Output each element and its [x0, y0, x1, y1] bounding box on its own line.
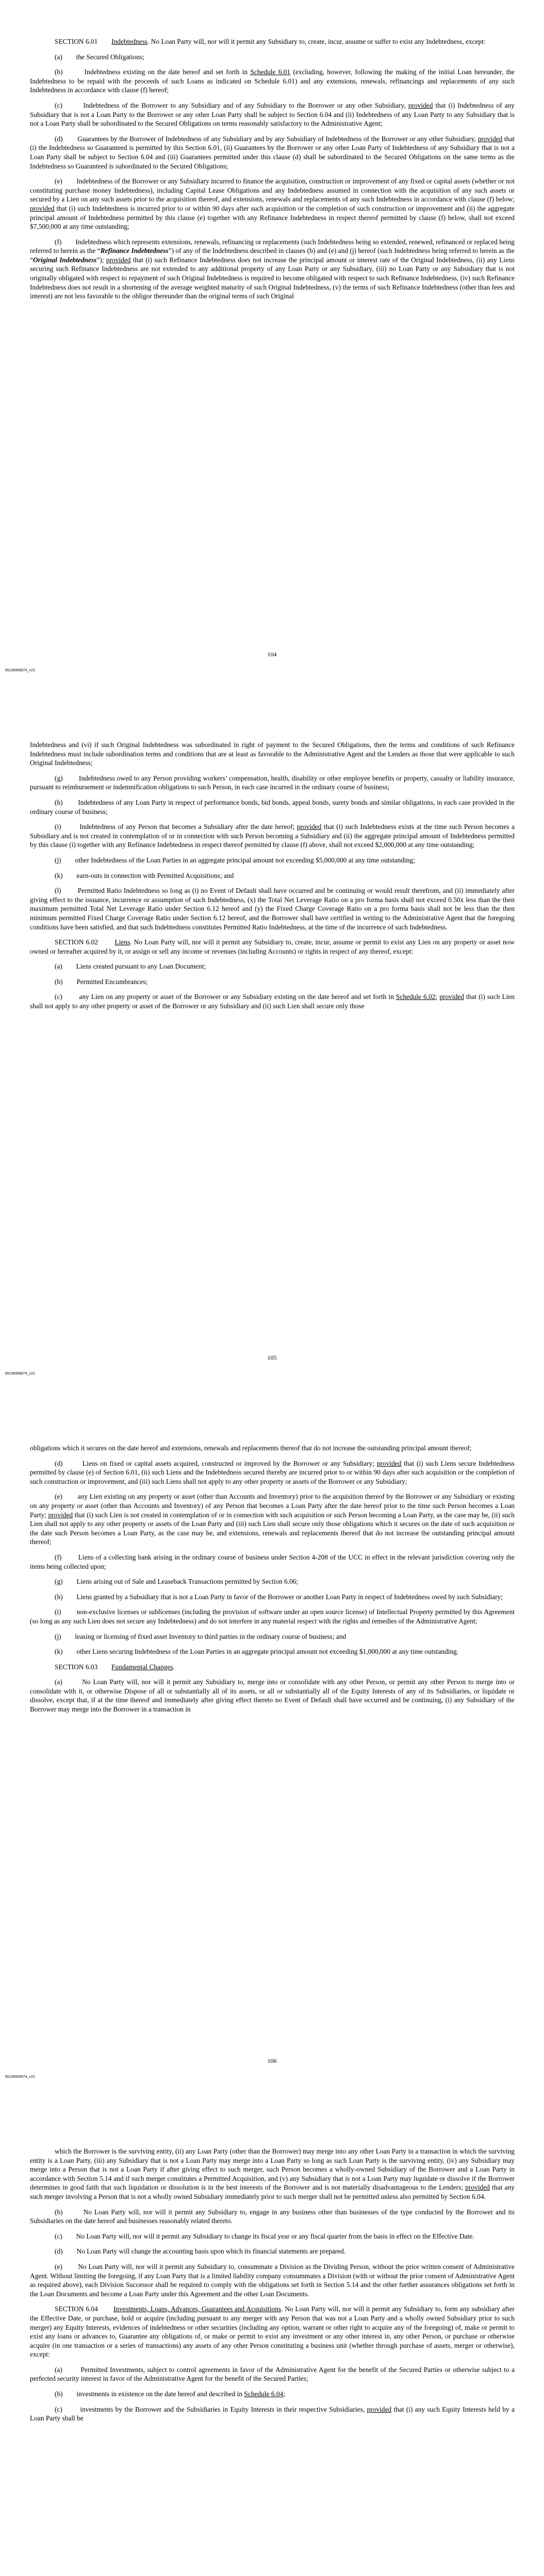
page-body	[30, 2147, 515, 2429]
document-paragraph	[30, 774, 515, 792]
document-page-3	[0, 1406, 544, 2110]
text-run: (f) Indebtedness which represents extensions, renewals, refinancing or replacements (such Indebtedness being so extended, renewed, refinanced or replaced being referred to herein as the “	[30, 238, 515, 255]
document-paragraph	[30, 1663, 515, 1672]
text-run: (j) leasing or licensing of fixed asset Inventory to third parties in the ordinary course of business; and	[55, 1632, 347, 1640]
text-run: (excluding, however, following the making of the initial Loan hereunder, the Indebtedness to be repaid with the proceeds of such Loans as indicated on Schedule 6.01) and any extensions, renewals, refinancings and replacements of any such Indebtedness in accordance with clause (f) hereof;	[30, 68, 515, 94]
page-body	[30, 740, 515, 1017]
text-run: SECTION 6.04	[55, 2305, 114, 2313]
text-run: (a) Permitted Investments, subject to control agreements in favor of the Administrative Agent for the benefit of the Secured Parties or otherwise subject to a perfected security interest in favor of the Administrative Agent for the benefit of the Secured Parties;	[30, 2365, 515, 2383]
text-run: that (i) such Lien is not created in contemplation of or in connection with such acquisition or such Person becoming a Loan Party, as the case may be, (ii) such Lien shall not apply to any other property or assets of the Loan Party and (iii) such Lien shall secure only those obligations which it secures on the date of such acquisition or the date such Person becomes a Loan Party, as the case may be, and extensions, renewals and replacements thereof that do not increase the outstanding principal amount thereof;	[30, 1511, 515, 1546]
text-run: .	[173, 1663, 175, 1671]
underlined-term: provided	[296, 823, 322, 831]
document-paragraph	[30, 37, 515, 46]
document-paragraph	[30, 938, 515, 956]
document-paragraph	[30, 1632, 515, 1641]
underlined-term: Investments, Loans, Advances, Guarantees and Acquisitions	[113, 2305, 282, 2313]
text-run: which the Borrower is the surviving entity, (ii) any Loan Party (other than the Borrower) may merge into any other Loan Party in a transaction in which the surviving entity is a Loan Party, (iii) any Subsidiary that is not a Loan Party may merge into a Loan Party so long as such Loan Party is the surviving entity, (iv) any Subsidiary may merge into a Person that is not a Loan Party if after giving effect to such merger, such Person becomes a wholly-owned Subsidiary of the Borrower and a Loan Party in accordance with Section 5.14 and if such merger constitutes a Permitted Acquisition, and (v) any Subsidiary that is not a Loan Party may liquidate or dissolve if the Borrower determines in good faith that such liquidation or dissolution is in the best interests of the Borrower and is not materially disadvantageous to the Lenders;	[30, 2147, 515, 2192]
underlined-term: provided	[376, 1459, 402, 1467]
text-run: (h) Indebtedness of any Loan Party in respect of performance bonds, bid bonds, appeal bonds, surety bonds and similar obligations, in each case provided in the ordinary course of business;	[30, 798, 515, 816]
document-paragraph	[30, 2232, 515, 2241]
text-run: that (i) such Indebtedness exists at the time such Person becomes a Subsidiary and is not created in contemplation of or in connection with such Person becoming a Subsidiary and (ii) the aggregate principal amount of Indebtedness permitted by this clause (i) together with any Refinance Indebtedness in respect thereof permitted by clause (f) above, shall not exceed $2,000,000 at any time outstanding;	[30, 823, 515, 849]
text-run: (c) Indebtedness of the Borrower to any Subsidiary and of any Subsidiary to the Borrower or any other Subsidiary,	[55, 101, 408, 109]
text-run: (c) No Loan Party will, nor will it permit any Subsidiary to change its fiscal year or any fiscal quarter from the basis in effect on the Effective Date.	[55, 2232, 474, 2240]
text-run: ”);	[96, 256, 106, 264]
page-body	[30, 1444, 515, 1720]
document-paragraph	[30, 1553, 515, 1571]
document-paragraph	[30, 1677, 515, 1714]
document-paragraph	[30, 2247, 515, 2256]
text-run: (f) Liens of a collecting bank arising in the ordinary course of business under Section 4-208 of the UCC in effect in the relevant jurisdiction covering only the items being collected upon;	[30, 1553, 515, 1570]
document-paragraph	[30, 67, 515, 95]
text-run: (i) non-exclusive licenses or sublicenses (including the provision of software under an open source license) of Intellectual Property permitted by this Agreement (so long as any such Lien does not secure any Indebtedness) and do not interfere in any material respect with the rights and remedies of the Administrative Agent;	[30, 1608, 515, 1625]
defined-term: Original Indebtedness	[32, 256, 97, 264]
document-paragraph	[30, 2365, 515, 2383]
text-run: (d) Guarantees by the Borrower of Indebtedness of any Subsidiary and by any Subsidiary of Indebtedness of the Borrower or any other Subsidiary,	[55, 134, 478, 143]
document-paragraph	[30, 2389, 515, 2399]
text-run: SECTION 6.01	[55, 38, 112, 45]
underlined-term: Schedule 6.01	[250, 68, 291, 76]
text-run: (b) No Loan Party will, nor will it permit any Subsidiary to, engage in any business other than businesses of the type conducted by the Borrower and its Subsidiaries on the date hereof and businesses reasonably related thereto.	[30, 2208, 515, 2225]
document-paragraph	[30, 740, 515, 768]
underlined-term: provided	[106, 256, 131, 264]
underlined-term: Schedule 6.04	[244, 2390, 284, 2398]
document-paragraph	[30, 238, 515, 301]
page-number: 104	[267, 651, 277, 658]
text-run: (b) Indebtedness existing on the date hereof and set forth in	[55, 68, 251, 76]
defined-term: Refinance Indebtedness	[100, 247, 169, 255]
text-run: that (i) such Indebtedness is incurred prior to or within 90 days after such acquisition or the completion of such construction or improvement and (ii) the aggregate principal amount of Indebtedness permitted by this clause (e) together with any Refinance Indebtedness in respect thereof permitted by clause (f) below, shall not exceed $7,500,000 at any time outstanding;	[30, 204, 515, 231]
document-paragraph	[30, 134, 515, 171]
document-id: 65136569074_v21	[5, 669, 36, 672]
page-number: 106	[267, 2057, 277, 2064]
text-run: (c) investments by the Borrower and the Subsidiaries in Equity Interests in their respective Subsidiaries,	[55, 2405, 367, 2413]
text-run: (b) Permitted Encumbrances;	[55, 977, 148, 986]
text-run: (b) investments in existence on the date hereof and described in	[55, 2390, 244, 2398]
underlined-term: provided	[48, 1511, 73, 1519]
document-paragraph	[30, 1647, 515, 1656]
text-run: . No Loan Party will, nor will it permit any Subsidiary to, create, incur, assume or permit to exist any Lien on any property or asset now owned or hereafter acquired by it, or assign or sell any income or revenues (including Accounts) or rights in respect of any thereof, except:	[30, 938, 515, 955]
underlined-term: Fundamental Changes	[111, 1663, 173, 1671]
page-number: 105	[267, 1354, 277, 1361]
text-run: (k) other Liens securing Indebtedness of the Loan Parties in an aggregate principal amount not exceeding $1,000,000 at any time outstanding.	[55, 1648, 459, 1656]
text-run: (e) No Loan Party will, nor will it permit any Subsidiary to, consummate a Division as the Dividing Person, without the prior written consent of Administrative Agent. Without limiting the foregoing, if any Loan Party that is a limited liability company consummates a Division (with or without the prior consent of Administrative Agent as required above), each Division Successor shall be required to comply with the obligations set forth in Section 5.14 and the other further assurances obligations set forth in the Loan Documents and become a Loan Party under this Agreement and the other Loan Documents.	[30, 2262, 515, 2298]
document-paragraph	[30, 2208, 515, 2226]
text-run: (d) No Loan Party will change the accounting basis upon which its financial statements are prepared.	[55, 2247, 346, 2256]
text-run: (g) Indebtedness owed to any Person providing workers’ compensation, health, disability or other employee benefits or property, casualty or liability insurance, pursuant to reimbursement or indemnification obligations to such Person, in each case incurred in the ordinary course of business;	[30, 774, 515, 791]
document-page-1	[0, 0, 544, 703]
underlined-term: provided	[477, 134, 503, 143]
document-paragraph	[30, 856, 515, 865]
text-run: that (i) such Lien shall not apply to any other property or asset of the Borrower or any Subsidiary and (ii) such Lien shall secure only those	[30, 993, 515, 1010]
underlined-term: provided	[367, 2405, 392, 2413]
document-paragraph	[30, 1607, 515, 1625]
text-run: (j) other Indebtedness of the Loan Parties in an aggregate principal amount not exceeding $5,000,000 at any time outstanding;	[55, 856, 415, 864]
text-run: . No Loan Party will, nor will it permit any Subsidiary to, create, incur, assume or suffer to exist any Indebtedness, except:	[147, 38, 486, 45]
text-run: (l) Permitted Ratio Indebtedness so long as (i) no Event of Default shall have occurred and be continuing or would result therefrom, and (ii) immediately after giving effect to the issuance, incurrence or assumption of such Indebtedness, (x) the Total Net Leverage Ratio on a pro forma basis shall not exceed 0.50x less than the then maximum permitted Total Net Leverage Ratio under Section 6.12 hereof and (y) the Fixed Charge Coverage Ratio on a pro forma basis shall not be less than the then minimum permitted Fixed Charge Coverage Ratio under Section 6.12 hereof, and the Borrower shall have certified in writing to the Administrative Agent that the foregoing conditions have been satisfied, and that such Indebtedness constitutes Permitted Ratio Indebtedness, at the time of the incurrence of such Indebtedness.	[30, 887, 515, 931]
text-run: that (i) Indebtedness of any Subsidiary that is not a Loan Party to the Borrower or any other Loan Party shall be subject to Section 6.04 and (ii) Indebtedness of any Loan Party to any Subsidiary that is not a Loan Party shall be subordinated to the Secured Obligations on terms reasonably satisfactory to the Administrative Agent;	[30, 101, 515, 128]
document-id: 65136569074_v21	[5, 1372, 36, 1376]
document-id: 65136569074_v21	[5, 2075, 36, 2079]
text-run: that (i) such Liens secure Indebtedness permitted by clause (e) of Section 6.01, (ii) such Liens and the Indebtedness secured thereby are incurred prior to or within 90 days after such acquisition or the completion of such construction or improvement, and (iii) such Liens shall not apply to any other property or assets of the Borrower or any Subsidiary;	[30, 1459, 515, 1485]
text-run: (k) earn-outs in connection with Permitted Acquisitions; and	[55, 871, 234, 879]
document-paragraph	[30, 886, 515, 931]
document-paragraph	[30, 977, 515, 987]
document-paragraph	[30, 2262, 515, 2298]
text-run: that (i) any such Equity Interests held by a Loan Party shall be	[30, 2405, 515, 2422]
text-run: (e) any Lien existing on any property or asset (other than Accounts and Inventory) prior to the acquisition thereof by the Borrower or any Subsidiary or existing on any property or asset (other than Accounts and Inventory) of any Person that becomes a Loan Party after the date hereof prior to the time such Person becomes a Loan Party;	[30, 1493, 515, 1519]
document-paragraph	[30, 177, 515, 231]
document-paragraph	[30, 2147, 515, 2201]
document-paragraph	[30, 1577, 515, 1586]
document-paragraph	[30, 53, 515, 62]
document-paragraph	[30, 1459, 515, 1486]
underlined-term: Schedule 6.02	[395, 993, 436, 1001]
text-run: obligations which it secures on the date hereof and extensions, renewals and replacements thereof that do not increase the outstanding principal amount thereof;	[30, 1444, 472, 1452]
underlined-term: Liens	[114, 938, 130, 946]
text-run: (a) the Secured Obligations;	[55, 53, 145, 61]
text-run: (c) any Lien on any property or asset of the Borrower or any Subsidiary existing on the date hereof and set forth in	[55, 993, 396, 1001]
text-run: ;	[283, 2390, 285, 2398]
text-run: . No Loan Party will, nor will it permit any Subsidiary to, form any subsidiary after the Effective Date, or purchase, hold or acquire (including pursuant to any merger with any Person that was not a Loan Party and a wholly owned Subsidiary prior to such merger) any Equity Interests, evidences of indebtedness or other securities (including any option, warrant or other right to acquire any of the foregoing) of, make or permit to exist any loans or advances to, Guarantee any obligations of, or make or permit to exist any investment or any other interest in, any other Person, or purchase or otherwise acquire (in one transaction or a series of transactions) any assets of any other Person constituting a business unit (whether through purchase of assets, merger or otherwise), except:	[30, 2305, 515, 2359]
underlined-term: provided	[465, 2183, 490, 2192]
document-paragraph	[30, 1492, 515, 1547]
text-run: ”) of any of the Indebtedness described in clauses (b) and (e) and (j) hereof (such Indebtedness being referred to herein as the “	[30, 247, 515, 264]
text-run: that any such merger involving a Person that is not a wholly owned Subsidiary immediately prior to such merger shall not be permitted unless also permitted by Section 6.04.	[30, 2183, 515, 2200]
document-paragraph	[30, 992, 515, 1010]
text-run: (i) Indebtedness of any Person that becomes a Subsidiary after the date hereof;	[55, 823, 297, 831]
text-run: SECTION 6.03	[55, 1663, 112, 1671]
document-paragraph	[30, 2405, 515, 2423]
text-run: (d) Liens on fixed or capital assets acquired, constructed or improved by the Borrower or any Subsidiary;	[55, 1459, 377, 1467]
document-paragraph	[30, 101, 515, 128]
text-run: Indebtedness and (vi) if such Original Indebtedness was subordinated in right of payment to the Secured Obligations, then the terms and conditions of such Refinance Indebtedness must include subordination terms and conditions that are at least as favorable to the Administrative Agent and the Lenders as those that were applicable to such Original Indebtedness;	[30, 741, 515, 767]
text-run: that (i) the Indebtedness so Guaranteed is permitted by this Section 6.01, (ii) Guarantees by the Borrower or any other Loan Party of Indebtedness of any Subsidiary that is not a Loan Party shall be subject to Section 6.04 and (iii) Guarantees permitted under this clause (d) shall be subordinated to the Secured Obligations on the same terms as the Indebtedness so Guaranteed is subordinated to the Secured Obligations;	[30, 134, 515, 170]
document-paragraph	[30, 798, 515, 816]
document-paragraph	[30, 871, 515, 880]
document-page-2	[0, 703, 544, 1406]
underlined-term: provided	[408, 101, 433, 109]
text-run: (e) Indebtedness of the Borrower or any Subsidiary incurred to finance the acquisition, construction or improvement of any fixed or capital assets (whether or not constituting purchase money Indebtedness), including Capital Lease Obligations and any Indebtedness assumed in connection with the acquisition of any such assets or secured by a Lien on any such assets prior to the acquisition thereof, and extensions, renewals and replacements of any such Indebtedness in accordance with clause (f) below;	[30, 177, 515, 204]
text-run: (a) Liens created pursuant to any Loan Document;	[55, 962, 206, 971]
text-run: (a) No Loan Party will, nor will it permit any Subsidiary to, merge into or consolidate with any other Person, or permit any other Person to merge into or consolidate with it, or otherwise Dispose of all or substantially all of its assets, or all or substantially all of the Equity Interests of any of its Subsidiaries, or liquidate or dissolve, except that, if at the time thereof and immediately after giving effect thereto no Event of Default shall have occurred and be continuing, (i) any Subsidiary of the Borrower may merge into the Borrower in a transaction in	[30, 1678, 515, 1714]
document-paragraph	[30, 822, 515, 850]
text-run: (g) Liens arising out of Sale and Leaseback Transactions permitted by Section 6.06;	[55, 1578, 299, 1586]
page-body	[30, 37, 515, 307]
underlined-term: Indebtedness	[111, 38, 148, 45]
text-run: SECTION 6.02	[55, 938, 115, 946]
underlined-term: provided	[439, 993, 464, 1001]
text-run: that (i) such Refinance Indebtedness does not increase the principal amount or interest rate of the Original Indebtedness, (ii) any Liens securing such Refinance Indebtedness are not extended to any additional property of any Loan Party or any Subsidiary, (iii) no Loan Party or any Subsidiary that is not originally obligated with respect to repayment of such Original Indebtedness is required to become obligated with respect to such Refinance Indebtedness, (iv) such Refinance Indebtedness does not result in a shortening of the average weighted maturity of such Original Indebtedness, (v) the terms of such Refinance Indebtedness (other than fees and interest) are not less favorable to the obligor thereunder than the original terms of such Original	[30, 256, 515, 300]
document-paragraph	[30, 962, 515, 971]
document-paragraph	[30, 2304, 515, 2359]
document-paragraph	[30, 1592, 515, 1602]
document-page-4	[0, 2110, 544, 2576]
text-run: (h) Liens granted by a Subsidiary that is not a Loan Party in favor of the Borrower or another Loan Party in respect of Indebtedness owed by such Subsidiary;	[55, 1592, 503, 1601]
document-paragraph	[30, 1444, 515, 1453]
underlined-term: provided	[30, 204, 55, 212]
text-run: ;	[435, 993, 440, 1001]
